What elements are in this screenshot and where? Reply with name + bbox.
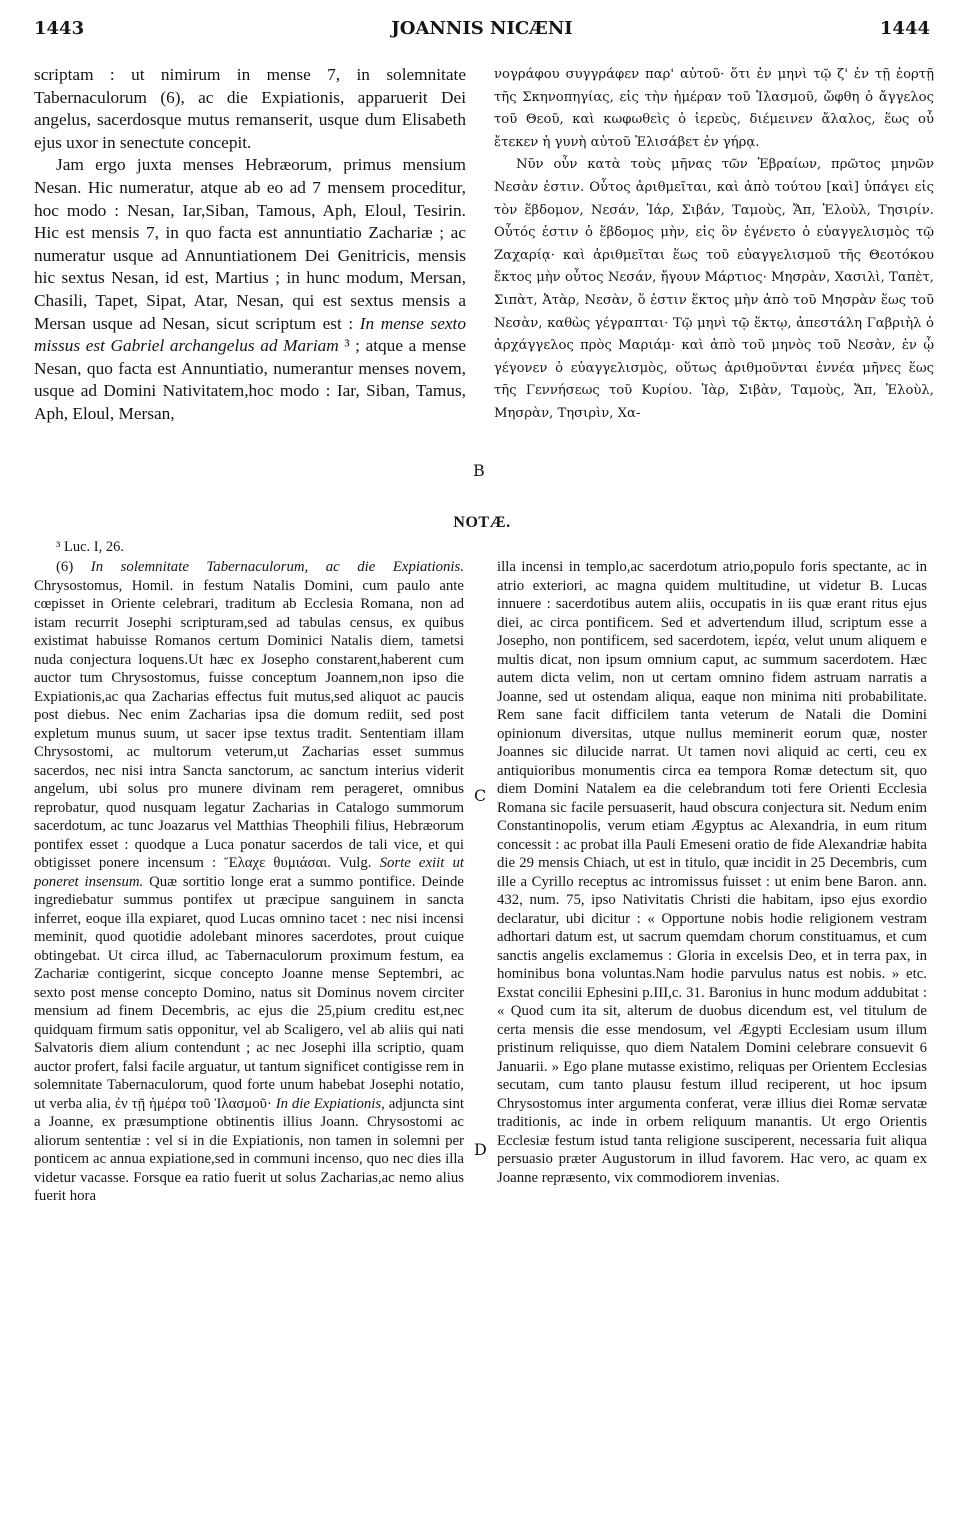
latin-paragraph: scriptam : ut nimirum in mense 7, in solemnitate Tabernaculorum (6), ac die Expiationis, apparuerit Dei angelus, sacerdosque mutus remanserit, usque dum Elisabeth ejus uxor in senectute concepit.	[34, 65, 466, 152]
note-text: Chrysostomus, Homil. in festum Natalis Domini, cum paulo ante cœpisset in Oriente celebrari, traditum ab Ecclesia Romana, non ad istam recurrit Josephi scripturam,sed ad tabulas census, ex quibus existimat habuisse Romanos certum Dominici Natalis diem, tametsi nuda conjectura loquens.Ut hæc ex Josepho constarent,haberent cum auctor tum Chrysostomus, fuisse conceptum Joannem,non ipso die Expiationis,ac qua Zacharias effectus fuit mutus,sed aliquot ac paucis post diebus. Nec enim Zacharias ipsa die domum rediit, sed post expletum munus suum, ut sacer ipse textus tradit. Sententiam illam Chrysostomi, ac multorum veterum,ut Zacharias esset summus sacerdos, nec nisi intra Sancta sanctorum, ac sanctum interius viderit angelum, ubi solus pro munere divinam rem perageret, omnibus reprobatur, quod nusquam legatur Zacharias in Catalogo summorum sacerdotum, ac tunc Joazarus vel Matthias Theophili filius, Hebræorum pontifex esset : quodque a Luca ponatur sacerdos de tali vice, et qui obtigisset ponere incensum : Ἔλαχε θυμιάσαι. Vulg.	[34, 577, 464, 871]
latin-text: Jam ergo juxta menses Hebræorum, primus mensium Nesan. Hic numeratur, atque ab eo ad 7 mensem proceditur, hoc modo : Nesan, Iar,Siban, Tamous, Aph, Eloul, Tesirin. Hic est mensis 7, in quo facta est annuntiatio Zachariæ ; ac numeratur usque ad Annuntiationem Dei Genitricis, mensis hic sextus Nesan, id est, Martius ; in hunc modum, Mersan, Chasili, Tapet, Sipat, Atar, Nesan, qui est sextus mensis a Mersan usque ad Nesan, sicut scriptum est :	[34, 155, 466, 333]
latin-paragraph	[34, 154, 466, 425]
running-title: JOANNIS NICÆNI	[391, 18, 573, 39]
greek-paragraph: Νῦν οὖν κατὰ τοὺς μῆνας τῶν Ἑβραίων, πρῶτος μηνῶν Νεσὰν ἐστιν. Οὗτος ἀριθμεῖται, καὶ ἀπὸ τούτου [καὶ] ὑπάγει εἰς τὸν ἕβδομον, Νεσάν, Ἰάρ, Σιβάν, Ταμοὺς, Ἄπ, Ἐλοὺλ, Τησιρίν. Οὗτός ἐστιν ὁ ἕβδομος μὴν, εἰς ὃν ἐγένετο ὁ εὐαγγελισμὸς τῷ Ζαχαρίᾳ· καὶ ἀριθμεῖται ἕως τοῦ εὐαγγελισμοῦ τῆς Θεοτόκου ἕκτος μὴν οὗτος Νεσάν, ἤγουν Μάρτιος· Μησρὰν, Χασιλὶ, Ταπὲτ, Σιπὰτ, Ἀτὰρ, Νεσὰν, ὅ ἐστιν ἕκτος μὴν ἀπὸ τοῦ Μησρὰν ἕως τοῦ Νεσὰν, καθὼς γέγραπται· Τῷ μηνὶ τῷ ἕκτῳ, ἀπεστάλη Γαβριὴλ ὁ ἀρχάγγελος πρὸς Μαριάμ· καὶ ἀπὸ τοῦ μηνὸς τοῦ Νεσὰν, ἐν ᾧ γέγονεν ὁ εὐαγγελισμὸς, οὕτως ἀριθμοῦνται ἐννέα μῆνες ἕως τῆς Γεννήσεως τοῦ Κυρίου. Ἰὰρ, Σιβὰν, Ταμοὺς, Ἄπ, Ἐλοὺλ, Μησρὰν, Τησιρὶν, Χα-	[494, 157, 934, 421]
notes-left-column	[34, 558, 464, 1206]
note-text: Quæ sortitio longe erat a summo pontifice. Deinde ingrediebatur summus pontifex ut præcipue sanguinem in sancta inferret, eoque illa expiaret, quod Lucas omnino tacet : nec nisi incensi meminit, quod quotidie adolebant minores sacerdotes, prout cuique obtingebat. Ut circa illud, ac Tabernaculorum proximum festum, ea Zachariæ contigerint, sicque concepto Joanne mense Septembri, ac sexto post mense concepto Domino, natus sit Dominus novem circiter mensium ad finem Decembris, ac ejus die 25,pium creditu est,nec quidquam firmum satis opponitur, vel ab Scaligero, vel ab aliis qui nati Salvatoris diem alium contendunt ; ac nec Josephi illa scriptio, quam auctor profert, falsi facile arguatur, ut tantum significet contigisse rem in solemnitate Tabernaculorum, quod forte unum habebat Josephi notatio, ut verba alia, ἐν τῇ ἡμέρα τοῦ Ἱλασμοῦ·	[34, 873, 464, 1112]
page-number-left: 1443	[34, 18, 85, 39]
latin-quote-italic: In mense sexto missus est Gabriel archangelus ad Mariam	[34, 313, 467, 356]
notes-heading: NOTÆ.	[453, 514, 511, 531]
note-quote-italic: In die Expiationis,	[275, 1095, 385, 1112]
latin-text: ³ ; atque a mense Nesan, quo facta est Annuntiatio, numerantur menses novem, usque ad Domini Nativitatem,hoc modo : Iar, Siban, Tamus, Aph, Eloul, Mersan,	[34, 336, 466, 423]
note-paragraph	[34, 558, 464, 1206]
notes-right-column	[497, 558, 927, 1187]
margin-letter-d: D	[474, 1140, 487, 1159]
greek-main-column	[494, 64, 934, 426]
margin-letter-c: C	[474, 786, 487, 805]
latin-main-column	[34, 64, 466, 426]
note-text: adjuncta sint a Joanne, ex præsumptione obtinentis illius Joann. Chrysostomi ac aliorum sententiæ : vel si in die Expiationis, non tamen in solemni per ponticem ac annua expiatione,sed in communi incenso, quo nec dies illa videtur vacasse. Forsque ea ratio fuerit ut solus Zacharias,ac nemo alius fuerit hora	[34, 1095, 465, 1204]
note-quote-italic: Sorte exiit ut poneret insensum.	[34, 855, 464, 890]
note-paragraph: illa incensi in templo,ac sacerdotum atrio,populo foris spectante, ac in atrio exteriori, ac magna quidem multitudine, ut videtur B. Lucas innuere : sacerdotibus autem aliis, occupatis in iis quæ erant ritus ejus diei, ac circa pontificem. Sed et advertendum illud, scriptum esse a Josepho, non pontificem, sed sacerdotem, ἱερέα, velut unum aliquem e multis dicat, non ipsum omnium caput, ac summum sacerdotem. Hæc autem dicta velim, non ut certam omnino fidem astruam narratis a Joanne, sed ut ostendam aliqua, eaque non minima niti probabilitate. Rem sane facit difficilem tanta veterum de Natali die Domini opinionum diversitas, utque nullus meminerit eorum quæ, noster Joannes sic dilucide narrat. Ut tamen novi aliquid ac certi, ceu ex antiquioribus monumentis circa ea tempora Romæ detectum sit, quo diem Domini Natalem ea die celebrandum toti fere Orienti Ecclesia Romana sic facile persuaserit, haud obscura conjectura sit. Nedum enim Constantinopolis, verum etiam Ægyptus ac Alexandria, in eum ritum concessit : ac probat illa Pauli Emeseni oratio de fide Alexandriæ habita die 29 mensis Chiach, ut est in titulo, quæ incidit in 25 Decembris, cum ille a Cyrillo receptus ac intromissus fuisset : ut enim bene Baron. ann. 432, num. 75, ipso Nativitatis Christi die habitam, ipso ejus exordio declaratur, ubi dicitur : « Opportune nobis hodie religionem vestram adhortari datum est, ut sacrum quemdam chorum constituamus, et cum sanctis angelis exclamemus : Gloria in excelsis Deo, et in terra pax, in hominibus bona voluntas.Nam hodie parvulus natus est nobis. » etc. Exstat concilii Ephesini p.III,c. 31. Baronius in hunc modum addubitat : « Quod cum ita sit, alterum de duobus dicendum est, vel titulum de certa mensis die esse mendosum, vel Ægypti Ecclesiam usum illum pristinum reliquisse, quo diem Natalem Domini celebrare consuevit 6 Januarii. » Ego plane mutasse existimo, reliquas per Orientem Ecclesias secutam, cum tanto plausu festum illud reciperent, ut hoc ipsum Chrysostomus inter argumenta conferat, veræ illius diei Romæ servatæ traditionis, ac inde in orbem reliquum manantis. Ut ergo Orientis Ecclesiæ festum istud tanta religione susciperent, necessaria fuit aliqua persuasio præter Augustorum in illud favorem. Hac vero, ac quam ex Joanne repræsento, vix commodiorem invenias.	[497, 559, 927, 1186]
margin-letter-b: B	[473, 461, 485, 480]
page-number-right: 1444	[879, 18, 930, 39]
page-header	[34, 18, 930, 48]
greek-paragraph: νογράφου συγγράφεν παρ' αὐτοῦ· ὅτι ἐν μηνὶ τῷ ζ' ἐν τῇ ἑορτῇ τῆς Σκηνοπηγίας, εἰς τὴν ἡμέραν τοῦ Ἱλασμοῦ, ὤφθη ὁ ἄγγελος τοῦ Θεοῦ, καὶ κωφωθεὶς ὁ ἱερεὺς, διέμεινεν ἄλαλος, ἕως οὗ ἔτεκεν ἡ γυνὴ αὐτοῦ Ἐλισάβετ ἐν γήρᾳ.	[494, 67, 934, 150]
scripture-footnote: ³ Luc. I, 26.	[56, 539, 124, 555]
note-lemma-italic: In solemnitate Tabernaculorum, ac die Expiationis.	[90, 559, 464, 575]
note-number: (6)	[56, 559, 91, 575]
